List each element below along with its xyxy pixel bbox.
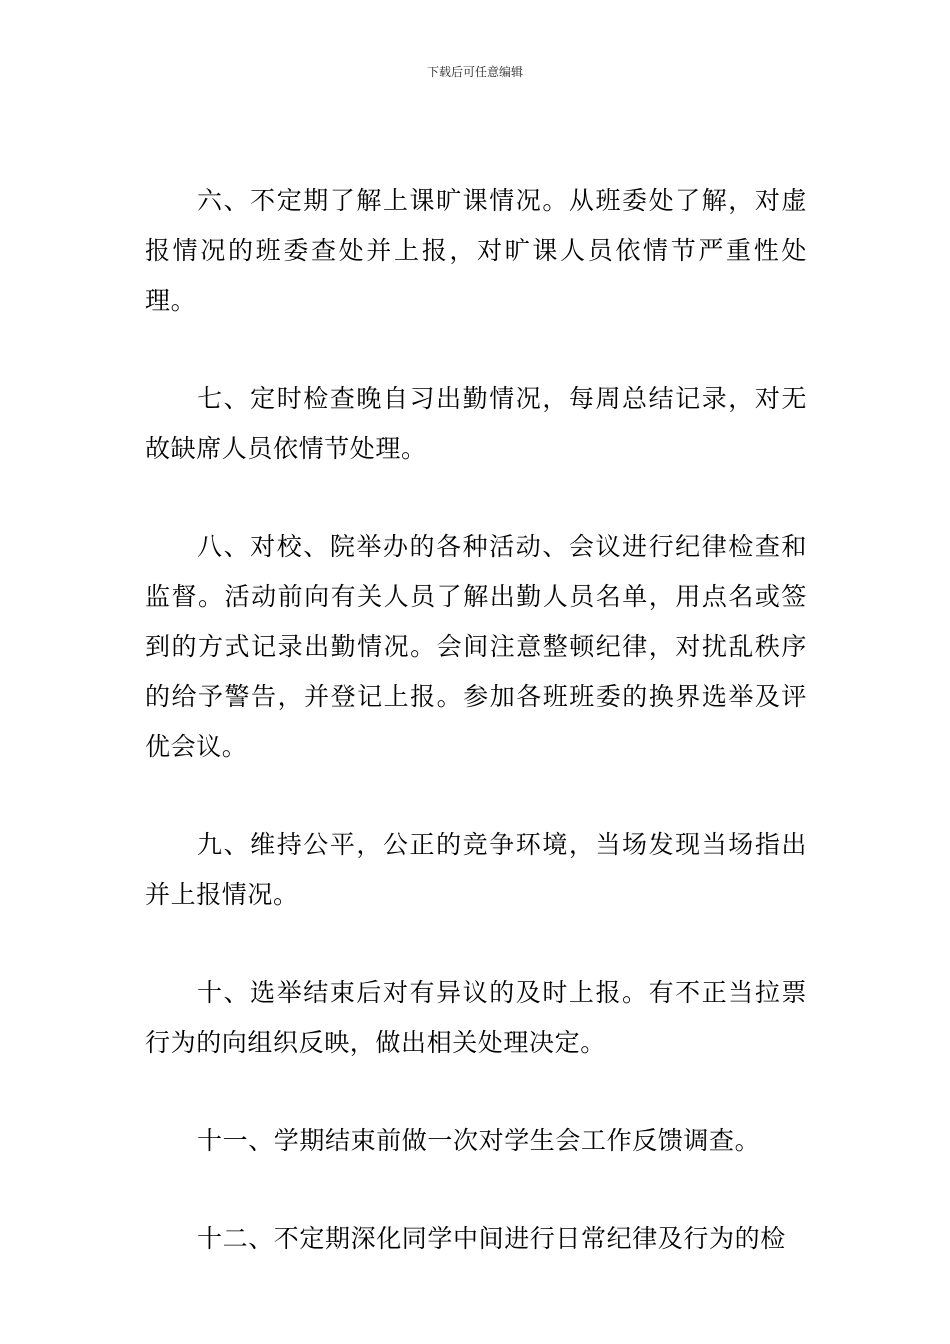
page-header: 下载后可任意编辑 [426,65,523,79]
document-body [145,176,807,1312]
paragraph-7: 七、定时检查晚自习出勤情况，每周总结记录，对无故缺席人员依情节处理。 [145,384,807,463]
paragraph-11: 十一、学期结束前做一次对学生会工作反馈调查。 [197,1126,761,1155]
paragraph-9: 九、维持公平，公正的竞争环境，当场发现当场指出并上报情况。 [145,830,807,909]
paragraph-10: 十、选举结束后对有异议的及时上报。有不正当拉票行为的向组织反映，做出相关处理决定。 [145,978,807,1057]
paragraph-8: 八、对校、院举办的各种活动、会议进行纪律检查和监督。活动前向有关人员了解出勤人员名单，用点名或签到的方式记录出勤情况。会间注意整顿纪律，对扰乱秩序的给予警告，并登记上报。参加各班班委的换界选举及评优会议。 [145,532,807,761]
paragraph-12: 十二、不定期深化同学中间进行日常纪律及行为的检 [197,1224,786,1253]
paragraph-6: 六、不定期了解上课旷课情况。从班委处了解，对虚报情况的班委查处并上报，对旷课人员依情节严重性处理。 [145,186,807,315]
